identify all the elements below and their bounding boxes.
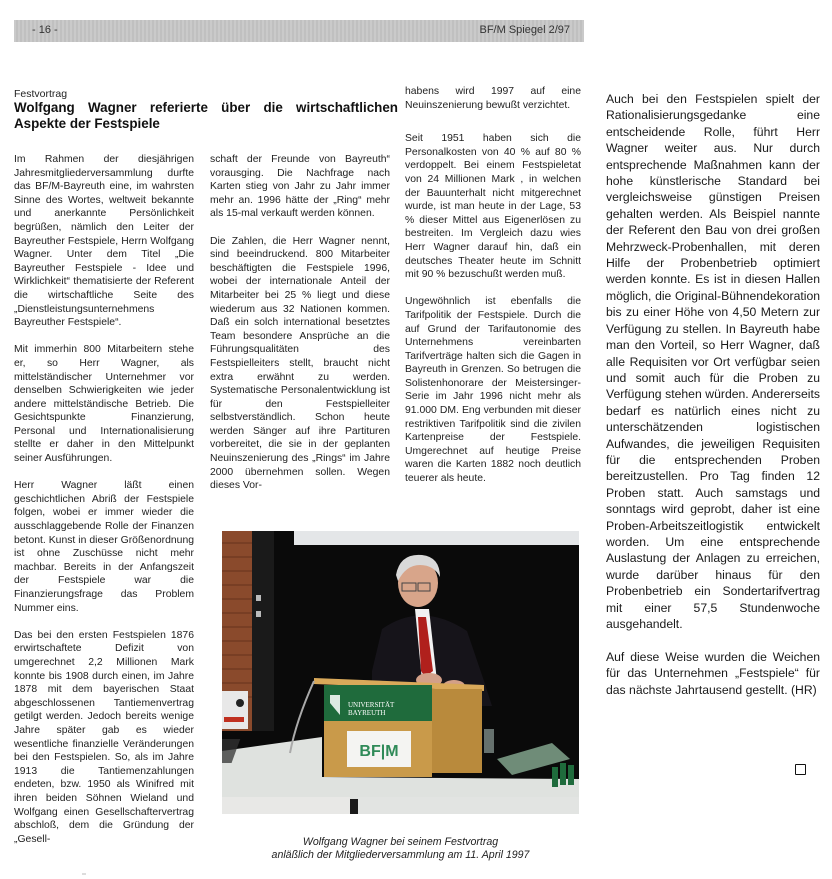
article-headline: Wolfgang Wagner referierte über die wirtschaftlichen Aspekte der Festspiele: [14, 100, 398, 131]
article-column-4: [606, 91, 820, 714]
caption-line: Wolfgang Wagner bei seinem Festvortrag: [302, 836, 499, 848]
article-column-1: [14, 153, 194, 860]
paragraph: Auf diese Weise wurden die Weichen für das Unternehmen „Festspiele“ für das nächste Jahrtausend gestellt. (HR): [606, 649, 820, 697]
bottle: [552, 767, 558, 787]
paragraph: Das bei den ersten Festspielen 1876 erwirtschaftete Defizit von umgerechnet 2,2 Millionen Mark konnte bis 1908 durch einen, im Jahre 1878 mit dem bayerischen Staat abgeschlossenen Tantiemenvertrag getilgt werden. Jedoch bereits wenige Jahre später gab es wieder wesentliche finanzielle Veränderungen bei den Festspielen. So, als im Jahre 1913 die Tantiemenzahlungen endeten, bzw. 1950 als Winifred mit ihren beiden Söhnen Wieland und Wolfgang einen Gesellschaftervertrag abschloß, dem die Gründung der „Gesell-: [14, 629, 194, 845]
paragraph: Die Zahlen, die Herr Wagner nennt, sind beeindruckend. 800 Mitarbeiter beschäftigten die Festspiele 1996, wobei der internationale Anteil der Mitarbeiter bei 25 % liegt und diese wiederum aus 32 Nationen kommen. Daß ein solch international besetztes Team besondere Ansprüche an die Führungsqualitäten des Festspielleiters stellt, braucht nicht extra erwähnt zu werden. Systematische Personalentwicklung ist für den Festspielleiter selbstverständlich. Schon heute werden Sänger auf ihre Partituren vorbereitet, die sie in der geplanten Neuinszenierung des „Rings“ im Jahre 2000 übernehmen sollen. Wegen dieses Vor-: [210, 235, 390, 492]
article-photo: [222, 531, 579, 814]
page-header-bar: [14, 20, 584, 42]
publication-issue: BF/M Spiegel 2/97: [479, 24, 570, 36]
svg-text:UNIVERSITÄT: UNIVERSITÄT: [348, 701, 395, 709]
page-number: - 16 -: [32, 24, 58, 36]
paragraph: Seit 1951 haben sich die Personalkosten von 40 % auf 80 % verdoppelt. Bei einem Festspieletat von 24 Millionen Mark , in welchen der Bauunterhalt nicht mitgerechnet wurde, ist man heute in der Lage, 53 % dieser Mittel aus Eigenerlösen zu bestreiten. Im Vergleich dazu wies Herr Wagner darauf hin, daß ein deutsches Theater heute im Schnitt mit 90 % bezuschußt werden muß.: [405, 133, 581, 281]
article-column-2: [210, 153, 390, 506]
photo-illustration: [222, 531, 579, 814]
paragraph: schaft der Freunde von Bayreuth“ vorausging. Die Nachfrage nach Karten stieg von Jahr zu Jahr immer mehr an. 1996 hätte der „Ring“ mehr als 15-mal verkauft werden können.: [210, 154, 390, 220]
paragraph: Auch bei den Festspielen spielt der Rationalisierungsgedanke eine entscheidende Rolle, führt Herr Wagner weiter aus. Nur durch entsprechende Maßnahmen kann der hohe künstlerische Standard bei vergleichsweise günstigen Preisen gehalten werden. Als Beispiel nannte der Referent den Bau von drei großen Mehrzweck-Probenhallen, mit deren Hilfe der Probenbetrieb optimiert werden konnte. Es ist in diesen Hallen möglich, die Original-Bühnendekoration bis zu einer Höhe von 4,50 Metern zur Verfügung zu stellen. In Bayreuth habe man den Vorteil, so Herr Wagner, daß alle Requisiten vor Ort verfügbar seien und somit auch für die Proben zu Verfügung stehen würden. Andererseits bedarf es natürlich eines nicht zu unterschätzenden logistischen Aufwandes, die jeweiligen Requisiten für die entsprechenden Proben bereitzustellen. Pro Tag finden 12 Proben statt. Auch samstags und sonntags wird geprobt, daher ist eine Proben-Arbeitszeitlogistik entwickelt worden. Um eine entsprechende Auslastung der Anlagen zu erreichen, wurde darüber hinaus für den Probenbetrieb ein Sondertarifvertrag mit einer 57,5 Stundenwoche ausgehandelt.: [606, 92, 820, 631]
article-end-square-icon: [795, 764, 806, 775]
paragraph: Herr Wagner läßt einen geschichtlichen Abriß der Festspiele folgen, wobei er immer wieder die ausschlaggebende Rolle der Finanzen betont. Kunst in dieser Größenordnung ist ohne Zuschüsse nicht mehr machbar. Bereits in der Anfangszeit der Festspiele war die Finanzierungsfrage das Problem Nummer eins.: [14, 480, 194, 614]
paragraph: Mit immerhin 800 Mitarbeitern stehe er, so Herr Wagner, als mittelständischer Unternehmer vor denselben Schwierigkeiten wie jeder andere mittelständische Betrieb. Die Gesichtspunkte Finanzierung, Personal und Internationalisierung stellte er daher in den Mittelpunkt seiner Ausführungen.: [14, 344, 194, 465]
paragraph: Ungewöhnlich ist ebenfalls die Tarifpolitik der Festspiele. Durch die auf Grund der Tarifautonomie des Unternehmens vereinbarten Tarifverträge halten sich die Gagen in Bayreuth in Grenzen. So betrugen die Solistenhonorare der Meistersinger-Serie im Jahr 1996 nicht mehr als 91.000 DM. Eng verbunden mit dieser restriktiven Tarifpolitik sind die zivilen Kartenpreise der Festspiele. Umgerechnet auf heutige Preise waren die Karten 1882 noch deutlich teuerer als heute.: [405, 296, 581, 485]
paragraph: habens wird 1997 auf eine Neuinszenierung bewußt verzichtet.: [405, 86, 581, 111]
svg-text:BF|M: BF|M: [359, 743, 399, 760]
caption-line: anläßlich der Mitgliederversammlung am 11. April 1997: [271, 848, 530, 861]
article-column-3: [405, 85, 581, 499]
projector-box: [222, 691, 248, 729]
paragraph: Im Rahmen der diesjährigen Jahresmitgliederversammlung durfte das BF/M-Bayreuth eine, im wahrsten Sinne des Wortes, weltweit bekannte und anerkannte Persönlichkeit begrüßen, nämlich den Leiter der Bayreuther Festspiele, Herrn Wolfgang Wagner. Unter dem Titel „Die Bayreuther Festspiele - Idee und Wirklichkeit“ thematisierte der Referent die wirtschaftliche Seite des „Dienstleistungsunternehmens Bayreuther Festspiele“.: [14, 154, 194, 329]
water-glass: [484, 729, 494, 753]
lectern: [314, 678, 484, 777]
projection-screen: [294, 531, 579, 545]
photo-caption: [222, 836, 579, 861]
section-label: Festvortrag: [14, 88, 68, 100]
scan-artifact: [82, 873, 86, 875]
svg-text:BAYREUTH: BAYREUTH: [348, 709, 386, 717]
